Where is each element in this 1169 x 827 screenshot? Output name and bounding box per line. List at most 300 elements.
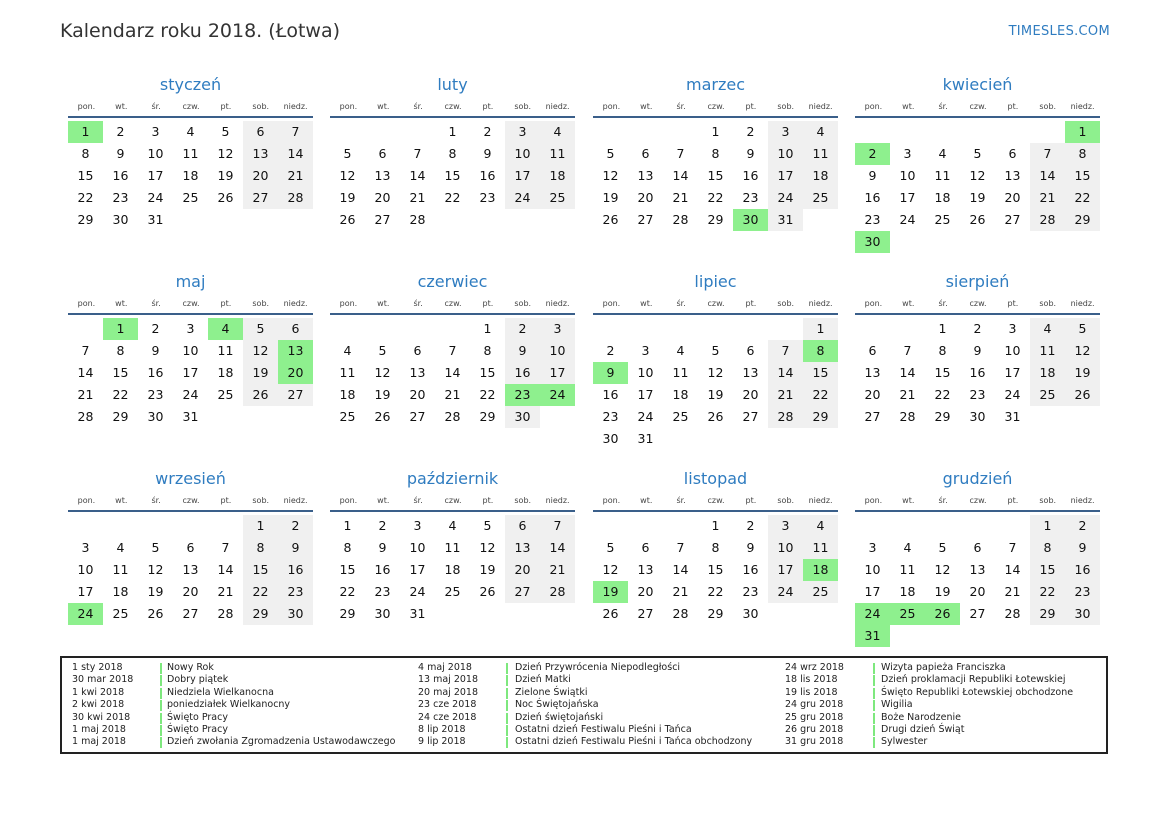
day-cell: 28 bbox=[444, 409, 461, 424]
day-grid bbox=[593, 515, 838, 625]
day-cell: 12 bbox=[602, 168, 619, 183]
empty-cell bbox=[663, 318, 698, 340]
empty-cell bbox=[733, 318, 768, 340]
month-name: maj bbox=[175, 272, 206, 291]
holiday-date: 1 sty 2018 bbox=[72, 662, 123, 673]
weekday-label: pon. bbox=[602, 299, 621, 308]
day-cell: 20 bbox=[637, 584, 654, 599]
day-cell: 29 bbox=[707, 212, 724, 227]
day-cell: 16 bbox=[278, 559, 313, 581]
empty-cell bbox=[960, 121, 995, 143]
day-cell: 30 bbox=[374, 606, 391, 621]
weekday-label: sob. bbox=[777, 299, 795, 308]
day-cell: 29 bbox=[1065, 209, 1100, 231]
day-cell: 7 bbox=[676, 540, 685, 555]
holiday-name: Dzień świętojański bbox=[515, 711, 604, 723]
empty-cell bbox=[995, 121, 1030, 143]
weekday-label: śr. bbox=[151, 299, 161, 308]
day-cell: 3 bbox=[903, 146, 912, 161]
holiday-name: Wizyta papieża Franciszka bbox=[881, 662, 1006, 673]
day-cell: 18 bbox=[803, 165, 838, 187]
empty-cell bbox=[400, 121, 435, 143]
holiday-marker bbox=[506, 675, 508, 686]
day-cell: 29 bbox=[243, 603, 278, 625]
day-cell: 29 bbox=[1030, 603, 1065, 625]
day-cell: 8 bbox=[116, 343, 125, 358]
day-cell: 24 bbox=[768, 581, 803, 603]
day-grid bbox=[330, 121, 575, 231]
holiday-date: 24 cze 2018 bbox=[418, 711, 477, 723]
day-cell: 25 bbox=[1030, 384, 1065, 406]
day-cell: 4 bbox=[903, 540, 912, 555]
day-cell: 5 bbox=[378, 343, 387, 358]
day-cell: 2 bbox=[746, 124, 755, 139]
day-cell: 23 bbox=[742, 584, 759, 599]
month-9 bbox=[68, 468, 313, 625]
day-cell: 17 bbox=[540, 362, 575, 384]
day-cell: 2 bbox=[116, 124, 125, 139]
day-cell: 19 bbox=[217, 168, 234, 183]
empty-cell bbox=[330, 318, 365, 340]
day-cell: 19 bbox=[1065, 362, 1100, 384]
day-cell: 2 bbox=[483, 124, 492, 139]
weekday-label: niedz. bbox=[808, 102, 833, 111]
page-title: Kalendarz roku 2018. (Łotwa) bbox=[60, 20, 341, 42]
day-cell: 10 bbox=[540, 340, 575, 362]
empty-cell bbox=[173, 515, 208, 537]
day-cell: 4 bbox=[938, 146, 947, 161]
day-cell: 2 bbox=[746, 518, 755, 533]
day-cell: 17 bbox=[1004, 365, 1021, 380]
holiday-date: 26 gru 2018 bbox=[785, 723, 844, 735]
holiday-date: 19 lis 2018 bbox=[785, 686, 838, 698]
day-cell: 10 bbox=[768, 537, 803, 559]
holiday-day-cell: 20 bbox=[278, 362, 313, 384]
day-cell: 28 bbox=[409, 212, 426, 227]
empty-cell bbox=[68, 515, 103, 537]
day-cell: 15 bbox=[77, 168, 94, 183]
day-cell: 3 bbox=[768, 121, 803, 143]
day-cell: 12 bbox=[1065, 340, 1100, 362]
day-grid bbox=[68, 318, 313, 428]
weekday-label: śr. bbox=[413, 299, 423, 308]
holiday-marker bbox=[160, 675, 162, 686]
day-cell: 25 bbox=[803, 187, 838, 209]
month-name: kwiecień bbox=[942, 75, 1013, 94]
day-cell: 8 bbox=[81, 146, 90, 161]
day-cell: 5 bbox=[483, 518, 492, 533]
weekday-label: pon. bbox=[339, 299, 358, 308]
day-cell: 6 bbox=[505, 515, 540, 537]
day-cell: 5 bbox=[151, 540, 160, 555]
day-cell: 5 bbox=[606, 146, 615, 161]
empty-cell bbox=[593, 121, 628, 143]
holiday-name: poniedziałek Wielkanocny bbox=[167, 699, 291, 711]
holiday-name: Boże Narodzenie bbox=[881, 711, 961, 723]
holiday-marker bbox=[873, 713, 875, 724]
holiday-day-cell: 25 bbox=[890, 603, 925, 625]
empty-cell bbox=[925, 121, 960, 143]
day-cell: 25 bbox=[934, 212, 951, 227]
day-cell: 16 bbox=[147, 365, 164, 380]
day-cell: 30 bbox=[969, 409, 986, 424]
day-cell: 2 bbox=[278, 515, 313, 537]
day-cell: 31 bbox=[409, 606, 426, 621]
day-cell: 15 bbox=[934, 365, 951, 380]
day-cell: 9 bbox=[746, 146, 755, 161]
holiday-date: 2 kwi 2018 bbox=[72, 699, 125, 711]
weekday-label: śr. bbox=[938, 496, 948, 505]
day-cell: 15 bbox=[1065, 165, 1100, 187]
day-cell: 21 bbox=[77, 387, 94, 402]
holiday-marker bbox=[873, 663, 875, 674]
day-cell: 22 bbox=[1030, 581, 1065, 603]
day-cell: 11 bbox=[672, 365, 689, 380]
day-grid bbox=[330, 515, 575, 625]
day-cell: 9 bbox=[505, 340, 540, 362]
holiday-name: Zielone Świątki bbox=[515, 686, 588, 698]
weekday-label: sob. bbox=[514, 102, 532, 111]
holiday-date: 30 kwi 2018 bbox=[72, 711, 131, 723]
day-cell: 18 bbox=[934, 190, 951, 205]
weekday-label: pon. bbox=[339, 496, 358, 505]
empty-cell bbox=[960, 515, 995, 537]
weekday-label: czw. bbox=[707, 299, 725, 308]
header-rule bbox=[855, 116, 1100, 118]
holiday-day-cell: 1 bbox=[68, 121, 103, 143]
day-cell: 1 bbox=[1030, 515, 1065, 537]
weekday-label: pt. bbox=[220, 299, 232, 308]
day-cell: 21 bbox=[278, 165, 313, 187]
day-cell: 20 bbox=[505, 559, 540, 581]
day-grid bbox=[68, 515, 313, 625]
day-cell: 9 bbox=[116, 146, 125, 161]
day-cell: 7 bbox=[903, 343, 912, 358]
day-cell: 17 bbox=[899, 190, 916, 205]
day-cell: 16 bbox=[969, 365, 986, 380]
month-name: styczeń bbox=[159, 75, 222, 94]
holiday-marker bbox=[873, 700, 875, 711]
month-name: listopad bbox=[683, 469, 748, 488]
month-7 bbox=[593, 271, 838, 450]
day-cell: 28 bbox=[768, 406, 803, 428]
weekday-header bbox=[331, 99, 575, 115]
day-cell: 10 bbox=[768, 143, 803, 165]
holiday-date: 4 maj 2018 bbox=[418, 662, 472, 673]
weekday-label: czw. bbox=[444, 496, 462, 505]
holiday-name: Noc Świętojańska bbox=[515, 699, 599, 711]
day-cell: 4 bbox=[448, 518, 457, 533]
holiday-day-cell: 1 bbox=[1065, 121, 1100, 143]
holiday-marker bbox=[160, 700, 162, 711]
day-cell: 14 bbox=[278, 143, 313, 165]
empty-cell bbox=[890, 121, 925, 143]
day-cell: 20 bbox=[969, 584, 986, 599]
weekday-label: sob. bbox=[1039, 102, 1057, 111]
day-cell: 24 bbox=[147, 190, 164, 205]
holiday-name: Święto Republiki Łotewskiej obchodzone bbox=[881, 686, 1074, 698]
weekday-label: wt. bbox=[115, 299, 128, 308]
day-cell: 14 bbox=[899, 365, 916, 380]
weekday-label: niedz. bbox=[283, 102, 308, 111]
day-cell: 6 bbox=[973, 540, 982, 555]
day-cell: 9 bbox=[378, 540, 387, 555]
day-cell: 3 bbox=[186, 321, 195, 336]
day-cell: 29 bbox=[707, 606, 724, 621]
holiday-name: Ostatni dzień Festiwalu Pieśni i Tańca bbox=[515, 723, 692, 735]
day-cell: 6 bbox=[243, 121, 278, 143]
holiday-day-cell: 18 bbox=[803, 559, 838, 581]
day-cell: 28 bbox=[899, 409, 916, 424]
holiday-day-cell: 23 bbox=[505, 384, 540, 406]
holiday-marker bbox=[160, 688, 162, 699]
day-cell: 8 bbox=[711, 540, 720, 555]
holiday-day-cell: 24 bbox=[855, 603, 890, 625]
weekday-label: pt. bbox=[1007, 299, 1019, 308]
day-cell: 3 bbox=[868, 540, 877, 555]
day-cell: 6 bbox=[641, 540, 650, 555]
day-cell: 8 bbox=[448, 146, 457, 161]
empty-cell bbox=[138, 515, 173, 537]
weekday-label: wt. bbox=[640, 102, 653, 111]
day-cell: 1 bbox=[243, 515, 278, 537]
day-cell: 27 bbox=[1004, 212, 1021, 227]
weekday-header bbox=[69, 493, 313, 509]
header-rule bbox=[330, 313, 575, 315]
day-cell: 3 bbox=[768, 515, 803, 537]
day-cell: 20 bbox=[243, 165, 278, 187]
day-cell: 9 bbox=[1065, 537, 1100, 559]
day-cell: 11 bbox=[112, 562, 129, 577]
day-cell: 30 bbox=[602, 431, 619, 446]
holiday-name: Dzień proklamacji Republiki Łotewskiej bbox=[881, 674, 1066, 686]
day-cell: 11 bbox=[803, 537, 838, 559]
day-cell: 15 bbox=[479, 365, 496, 380]
day-cell: 20 bbox=[409, 387, 426, 402]
day-cell: 31 bbox=[1004, 409, 1021, 424]
weekday-label: pt. bbox=[220, 102, 232, 111]
weekday-label: sob. bbox=[514, 496, 532, 505]
weekday-label: sob. bbox=[777, 102, 795, 111]
weekday-header bbox=[856, 493, 1100, 509]
holiday-date: 8 lip 2018 bbox=[418, 723, 466, 735]
weekday-label: wt. bbox=[902, 496, 915, 505]
day-cell: 3 bbox=[540, 318, 575, 340]
weekday-label: sob. bbox=[252, 102, 270, 111]
day-grid bbox=[593, 318, 838, 450]
day-cell: 27 bbox=[374, 212, 391, 227]
day-cell: 16 bbox=[602, 387, 619, 402]
day-cell: 19 bbox=[147, 584, 164, 599]
holiday-day-cell: 24 bbox=[68, 603, 103, 625]
weekday-label: czw. bbox=[969, 299, 987, 308]
day-cell: 13 bbox=[505, 537, 540, 559]
day-cell: 29 bbox=[803, 406, 838, 428]
month-name: czerwiec bbox=[417, 272, 488, 291]
day-cell: 28 bbox=[278, 187, 313, 209]
day-cell: 28 bbox=[217, 606, 234, 621]
day-cell: 22 bbox=[803, 384, 838, 406]
day-cell: 24 bbox=[768, 187, 803, 209]
day-cell: 18 bbox=[540, 165, 575, 187]
holiday-date: 9 lip 2018 bbox=[418, 736, 466, 748]
day-cell: 14 bbox=[77, 365, 94, 380]
holiday-marker bbox=[506, 688, 508, 699]
day-cell: 24 bbox=[409, 584, 426, 599]
day-cell: 18 bbox=[339, 387, 356, 402]
weekday-label: wt. bbox=[640, 299, 653, 308]
day-cell: 1 bbox=[803, 318, 838, 340]
day-cell: 16 bbox=[742, 562, 759, 577]
month-name: październik bbox=[406, 469, 499, 488]
day-cell: 3 bbox=[641, 343, 650, 358]
holiday-name: Ostatni dzień Festiwalu Pieśni i Tańca obchodzony bbox=[515, 736, 753, 748]
day-cell: 21 bbox=[1004, 584, 1021, 599]
day-cell: 21 bbox=[409, 190, 426, 205]
day-cell: 30 bbox=[147, 409, 164, 424]
day-cell: 4 bbox=[540, 121, 575, 143]
day-cell: 22 bbox=[243, 581, 278, 603]
day-cell: 27 bbox=[969, 606, 986, 621]
day-cell: 27 bbox=[409, 409, 426, 424]
day-cell: 14 bbox=[1030, 165, 1065, 187]
day-cell: 4 bbox=[1030, 318, 1065, 340]
day-cell: 29 bbox=[934, 409, 951, 424]
weekday-label: pt. bbox=[745, 299, 757, 308]
day-cell: 2 bbox=[378, 518, 387, 533]
day-cell: 10 bbox=[864, 562, 881, 577]
empty-cell bbox=[628, 318, 663, 340]
day-cell: 16 bbox=[112, 168, 129, 183]
day-cell: 15 bbox=[243, 559, 278, 581]
day-cell: 13 bbox=[637, 168, 654, 183]
day-cell: 6 bbox=[746, 343, 755, 358]
day-cell: 30 bbox=[505, 406, 540, 428]
weekday-label: śr. bbox=[413, 102, 423, 111]
empty-cell bbox=[855, 121, 890, 143]
day-grid bbox=[855, 121, 1100, 253]
month-12 bbox=[855, 468, 1100, 647]
day-cell: 11 bbox=[444, 540, 461, 555]
weekday-label: śr. bbox=[151, 102, 161, 111]
day-cell: 19 bbox=[969, 190, 986, 205]
month-2 bbox=[330, 74, 575, 231]
day-cell: 13 bbox=[864, 365, 881, 380]
holiday-marker bbox=[506, 725, 508, 736]
day-cell: 25 bbox=[540, 187, 575, 209]
day-cell: 12 bbox=[707, 365, 724, 380]
day-cell: 27 bbox=[278, 384, 313, 406]
day-cell: 17 bbox=[147, 168, 164, 183]
day-cell: 12 bbox=[147, 562, 164, 577]
day-cell: 15 bbox=[707, 562, 724, 577]
day-cell: 29 bbox=[479, 409, 496, 424]
holiday-day-cell: 31 bbox=[855, 625, 890, 647]
day-cell: 15 bbox=[707, 168, 724, 183]
day-cell: 11 bbox=[217, 343, 234, 358]
day-cell: 17 bbox=[768, 559, 803, 581]
day-cell: 16 bbox=[1065, 559, 1100, 581]
weekday-label: czw. bbox=[444, 299, 462, 308]
holiday-name: Dzień Matki bbox=[515, 674, 571, 686]
day-cell: 3 bbox=[81, 540, 90, 555]
holiday-date: 25 gru 2018 bbox=[785, 711, 844, 723]
header-rule bbox=[593, 510, 838, 512]
day-cell: 17 bbox=[864, 584, 881, 599]
weekday-label: niedz. bbox=[283, 496, 308, 505]
weekday-label: sob. bbox=[1039, 496, 1057, 505]
day-cell: 10 bbox=[182, 343, 199, 358]
day-cell: 30 bbox=[742, 606, 759, 621]
holiday-marker bbox=[873, 675, 875, 686]
month-name: sierpień bbox=[945, 272, 1010, 291]
day-cell: 21 bbox=[672, 190, 689, 205]
day-cell: 29 bbox=[77, 212, 94, 227]
weekday-header bbox=[69, 99, 313, 115]
day-cell: 13 bbox=[374, 168, 391, 183]
day-cell: 11 bbox=[182, 146, 199, 161]
day-cell: 5 bbox=[221, 124, 230, 139]
day-cell: 19 bbox=[339, 190, 356, 205]
weekday-label: wt. bbox=[115, 496, 128, 505]
empty-cell bbox=[628, 515, 663, 537]
holiday-marker bbox=[873, 688, 875, 699]
day-cell: 9 bbox=[868, 168, 877, 183]
header-rule bbox=[330, 510, 575, 512]
day-cell: 14 bbox=[444, 365, 461, 380]
weekday-label: pon. bbox=[77, 102, 96, 111]
day-cell: 7 bbox=[448, 343, 457, 358]
holiday-date: 23 cze 2018 bbox=[418, 699, 477, 711]
day-cell: 25 bbox=[112, 606, 129, 621]
weekday-label: pon. bbox=[77, 496, 96, 505]
holiday-marker bbox=[160, 663, 162, 674]
day-cell: 14 bbox=[672, 562, 689, 577]
weekday-label: niedz. bbox=[808, 299, 833, 308]
empty-cell bbox=[925, 515, 960, 537]
day-cell: 18 bbox=[217, 365, 234, 380]
day-cell: 31 bbox=[147, 212, 164, 227]
holiday-marker bbox=[160, 713, 162, 724]
holiday-name: Dzień zwołania Zgromadzenia Ustawodawczego bbox=[167, 736, 396, 748]
holiday-marker bbox=[506, 663, 508, 674]
weekday-label: pt. bbox=[482, 496, 494, 505]
weekday-label: czw. bbox=[182, 102, 200, 111]
day-cell: 4 bbox=[343, 343, 352, 358]
weekday-label: pt. bbox=[482, 299, 494, 308]
day-cell: 11 bbox=[899, 562, 916, 577]
header-rule bbox=[68, 510, 313, 512]
day-cell: 15 bbox=[444, 168, 461, 183]
weekday-label: niedz. bbox=[283, 299, 308, 308]
day-cell: 13 bbox=[969, 562, 986, 577]
day-cell: 6 bbox=[278, 318, 313, 340]
day-cell: 15 bbox=[1030, 559, 1065, 581]
day-cell: 7 bbox=[768, 340, 803, 362]
brand-link[interactable]: TIMESLES.COM bbox=[1008, 24, 1110, 39]
day-cell: 28 bbox=[672, 606, 689, 621]
day-cell: 22 bbox=[444, 190, 461, 205]
weekday-header bbox=[856, 296, 1100, 312]
day-cell: 4 bbox=[803, 515, 838, 537]
day-cell: 7 bbox=[1030, 143, 1065, 165]
day-cell: 23 bbox=[864, 212, 881, 227]
day-cell: 27 bbox=[182, 606, 199, 621]
empty-cell bbox=[698, 318, 733, 340]
weekday-label: pon. bbox=[339, 102, 358, 111]
weekday-header bbox=[69, 296, 313, 312]
day-cell: 17 bbox=[637, 387, 654, 402]
